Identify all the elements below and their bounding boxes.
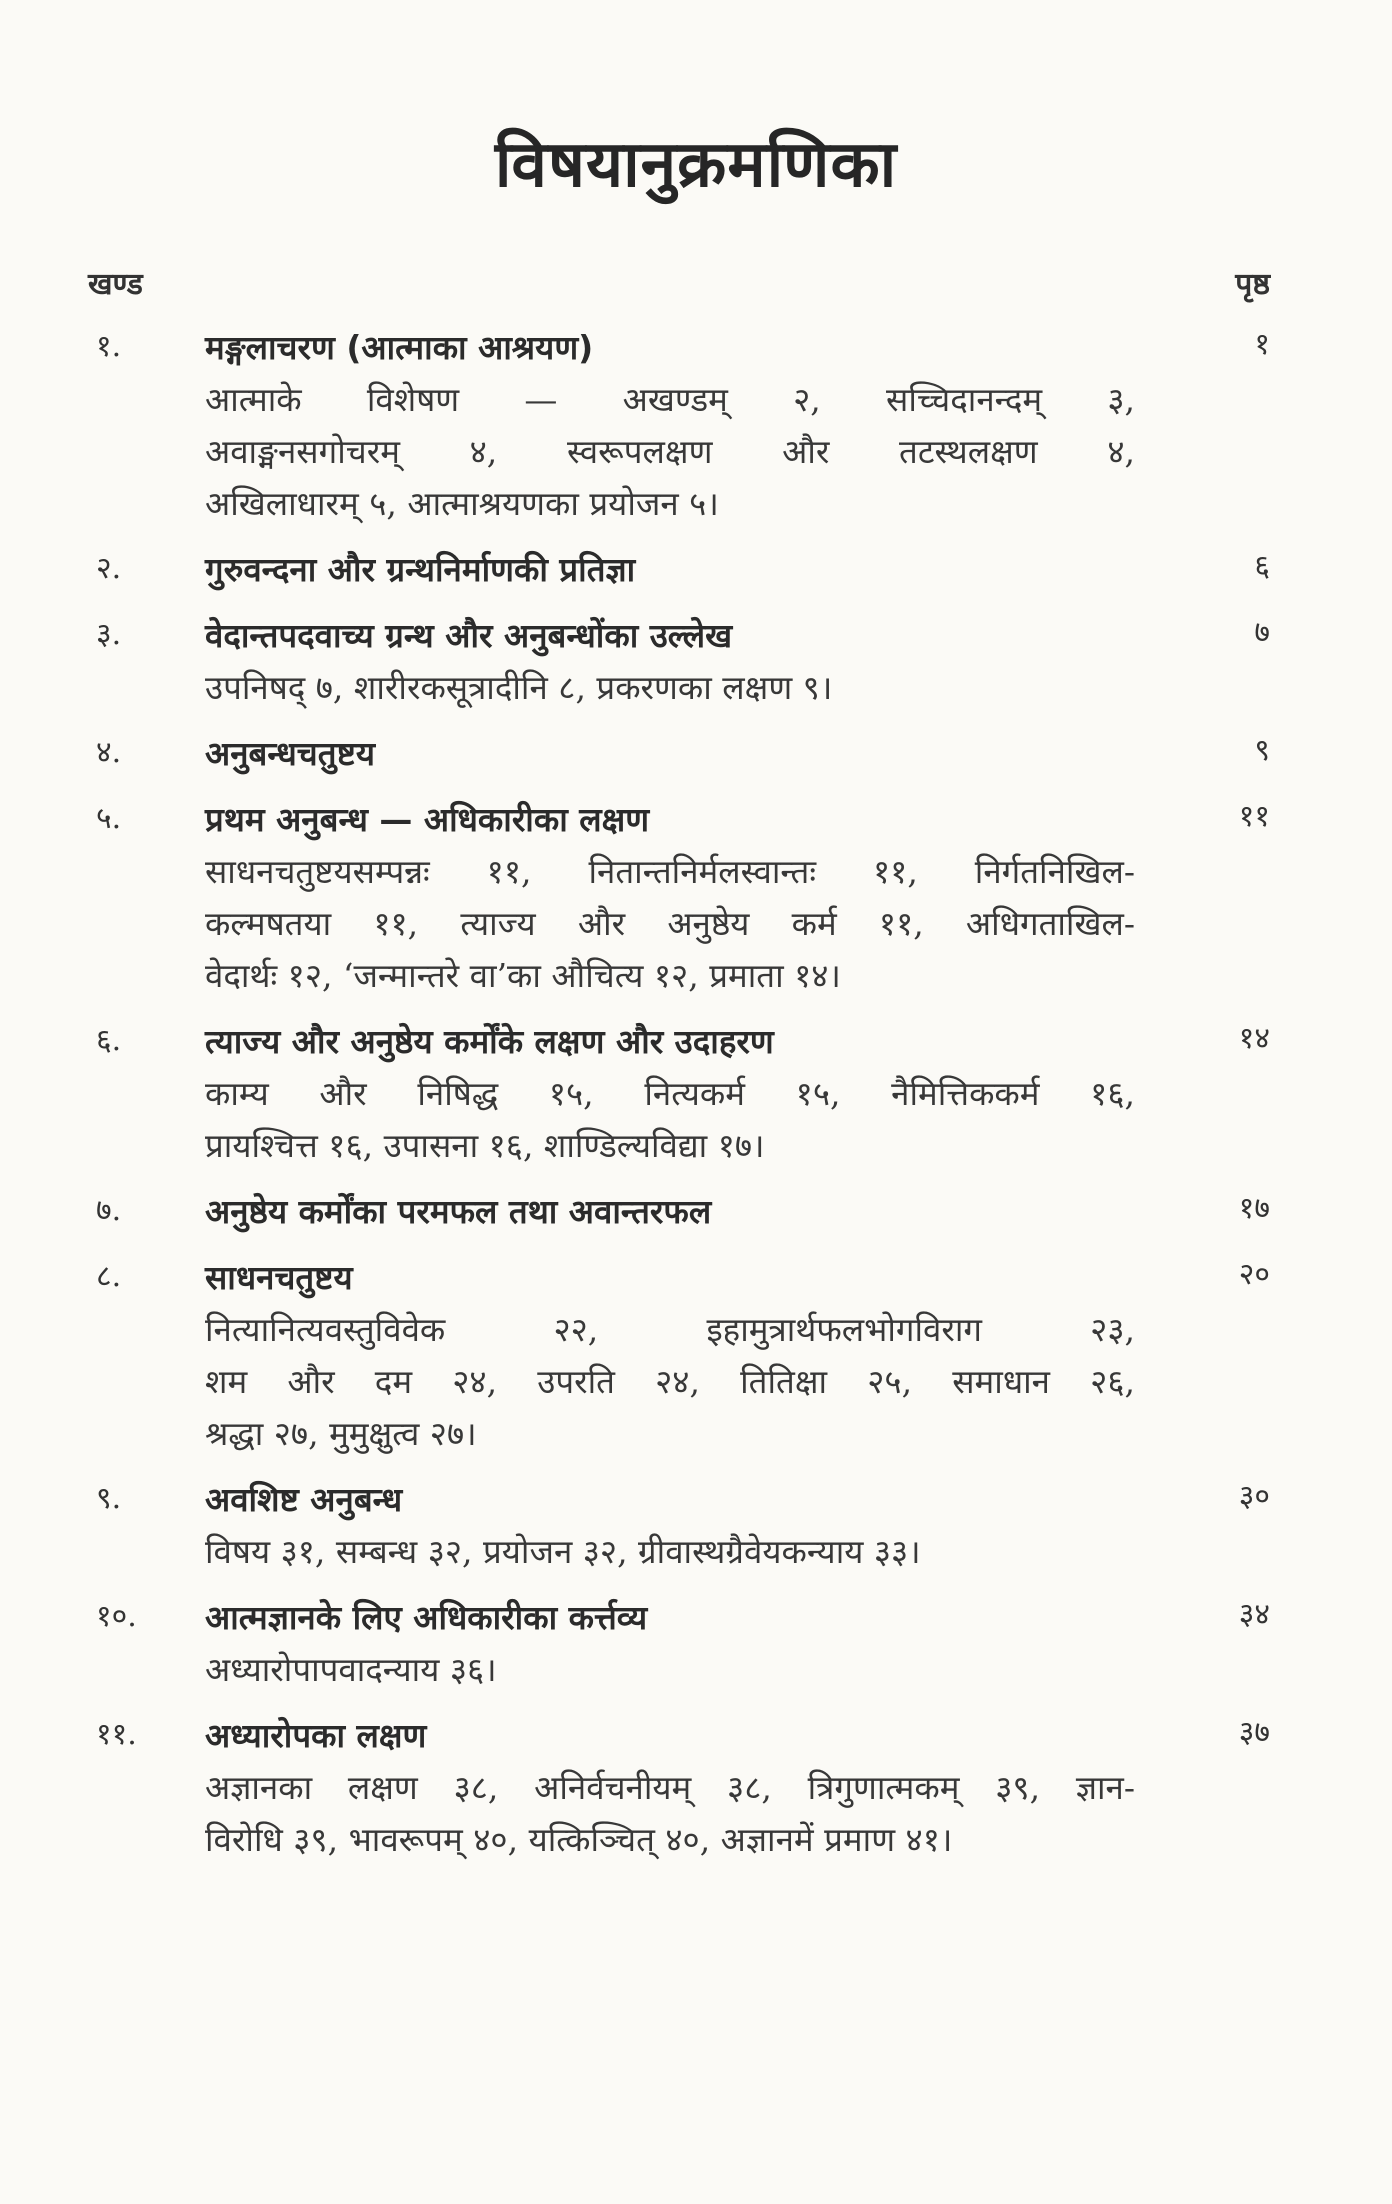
entry-number: ११.	[96, 1717, 137, 1752]
entry-subtopics	[205, 1644, 1135, 1696]
toc-entry	[0, 1186, 1392, 1238]
toc-entry	[0, 322, 1392, 530]
entry-number: ३.	[96, 617, 122, 652]
entry-subtopics	[205, 1526, 1135, 1578]
subtopic-line: श्रद्धा २७, मुमुक्षुत्व २७।	[205, 1414, 477, 1453]
entry-number: २.	[96, 551, 122, 586]
entry-subtopics	[205, 1762, 1135, 1866]
toc-entry	[0, 1252, 1392, 1460]
entry-page-number: १	[1254, 327, 1270, 362]
entry-page-number: ३४	[1238, 1597, 1270, 1632]
entry-subtopics	[205, 1304, 1135, 1460]
toc-entry	[0, 728, 1392, 780]
entry-page-number: ६	[1254, 549, 1270, 584]
entry-heading: अनुबन्धचतुष्टय	[205, 734, 375, 773]
toc-entry	[0, 1710, 1392, 1866]
toc-entry	[0, 1016, 1392, 1172]
toc-entry	[0, 610, 1392, 714]
toc-entry	[0, 544, 1392, 596]
entry-number: ८.	[96, 1259, 122, 1294]
entry-heading: साधनचतुष्टय	[205, 1258, 353, 1297]
subtopic-line: अखिलाधारम् ५, आत्माश्रयणका प्रयोजन ५।	[205, 484, 719, 523]
entry-number: ७.	[96, 1193, 122, 1228]
entry-heading: आत्मज्ञानके लिए अधिकारीका कर्त्तव्य	[205, 1598, 648, 1637]
column-header-page: पृष्ठ	[1235, 267, 1270, 302]
subtopic-line: उपनिषद् ७, शारीरकसूत्रादीनि ८, प्रकरणका लक्षण ९।	[205, 668, 833, 707]
entry-subtopics	[205, 662, 1135, 714]
entry-page-number: ३७	[1238, 1715, 1270, 1750]
subtopic-line: प्रायश्चित्त १६, उपासना १६, शाण्डिल्यविद्या १७।	[205, 1126, 765, 1165]
page-title: विषयानुक्रमणिका	[494, 128, 898, 202]
entry-page-number: ३०	[1238, 1479, 1270, 1514]
entry-heading: अनुष्ठेय कर्मोंका परमफल तथा अवान्तरफल	[205, 1192, 712, 1231]
subtopic-line: आत्माके विशेषण — अखण्डम् २, सच्चिदानन्दम् ३,	[205, 380, 1135, 419]
entry-number: ४.	[96, 735, 122, 770]
toc-entry	[0, 1592, 1392, 1696]
subtopic-line: विरोधि ३९, भावरूपम् ४०, यत्किञ्चित् ४०, अज्ञानमें प्रमाण ४१।	[205, 1820, 953, 1859]
subtopic-line: विषय ३१, सम्बन्ध ३२, प्रयोजन ३२, ग्रीवास्थग्रैवेयकन्याय ३३।	[205, 1532, 921, 1571]
subtopic-line: काम्य और निषिद्ध १५, नित्यकर्म १५, नैमित्तिककर्म १६,	[205, 1074, 1135, 1113]
entry-page-number: १४	[1238, 1021, 1270, 1056]
subtopic-line: शम और दम २४, उपरति २४, तितिक्षा २५, समाधान २६,	[205, 1362, 1135, 1401]
entry-page-number: ९	[1254, 733, 1270, 768]
subtopic-line: अज्ञानका लक्षण ३८, अनिर्वचनीयम् ३८, त्रिगुणात्मकम् ३९, ज्ञान-	[205, 1768, 1135, 1807]
entry-page-number: २०	[1238, 1257, 1270, 1292]
entry-heading: अवशिष्ट अनुबन्ध	[205, 1480, 403, 1519]
subtopic-line: वेदार्थः १२, ‘जन्मान्तरे वा’का औचित्य १२, प्रमाता १४।	[205, 956, 841, 995]
entry-heading: मङ्गलाचरण (आत्माका आश्रयण)	[205, 328, 594, 367]
entry-page-number: ११	[1238, 799, 1270, 834]
subtopic-line: अवाङ्मनसगोचरम् ४, स्वरूपलक्षण और तटस्थलक्षण ४,	[205, 432, 1135, 471]
subtopic-line: नित्यानित्यवस्तुविवेक २२, इहामुत्रार्थफलभोगविराग २३,	[205, 1310, 1135, 1349]
entry-heading: अध्यारोपका लक्षण	[205, 1716, 427, 1755]
subtopic-line: साधनचतुष्टयसम्पन्नः ११, नितान्तनिर्मलस्वान्तः ११, निर्गतनिखिल-	[205, 852, 1135, 891]
entry-number: ९.	[96, 1481, 122, 1516]
toc-entry	[0, 794, 1392, 1002]
entry-heading: गुरुवन्दना और ग्रन्थनिर्माणकी प्रतिज्ञा	[205, 550, 636, 589]
entry-subtopics	[205, 846, 1135, 1002]
table-of-contents	[0, 322, 1392, 1880]
entry-page-number: १७	[1238, 1191, 1270, 1226]
entry-subtopics	[205, 1068, 1135, 1172]
entry-heading: प्रथम अनुबन्ध — अधिकारीका लक्षण	[205, 800, 650, 839]
entry-page-number: ७	[1254, 615, 1270, 650]
subtopic-line: कल्मषतया ११, त्याज्य और अनुष्ठेय कर्म ११, अधिगताखिल-	[205, 904, 1135, 943]
toc-entry	[0, 1474, 1392, 1578]
subtopic-line: अध्यारोपापवादन्याय ३६।	[205, 1650, 497, 1689]
entry-number: १०.	[96, 1599, 137, 1634]
entry-number: १.	[96, 329, 122, 364]
entry-subtopics	[205, 374, 1135, 530]
entry-number: ५.	[96, 801, 122, 836]
column-header-section: खण्ड	[88, 267, 143, 302]
entry-number: ६.	[96, 1023, 122, 1058]
entry-heading: त्याज्य और अनुष्ठेय कर्मोंके लक्षण और उदाहरण	[205, 1022, 774, 1061]
entry-heading: वेदान्तपदवाच्य ग्रन्थ और अनुबन्धोंका उल्लेख	[205, 616, 733, 655]
